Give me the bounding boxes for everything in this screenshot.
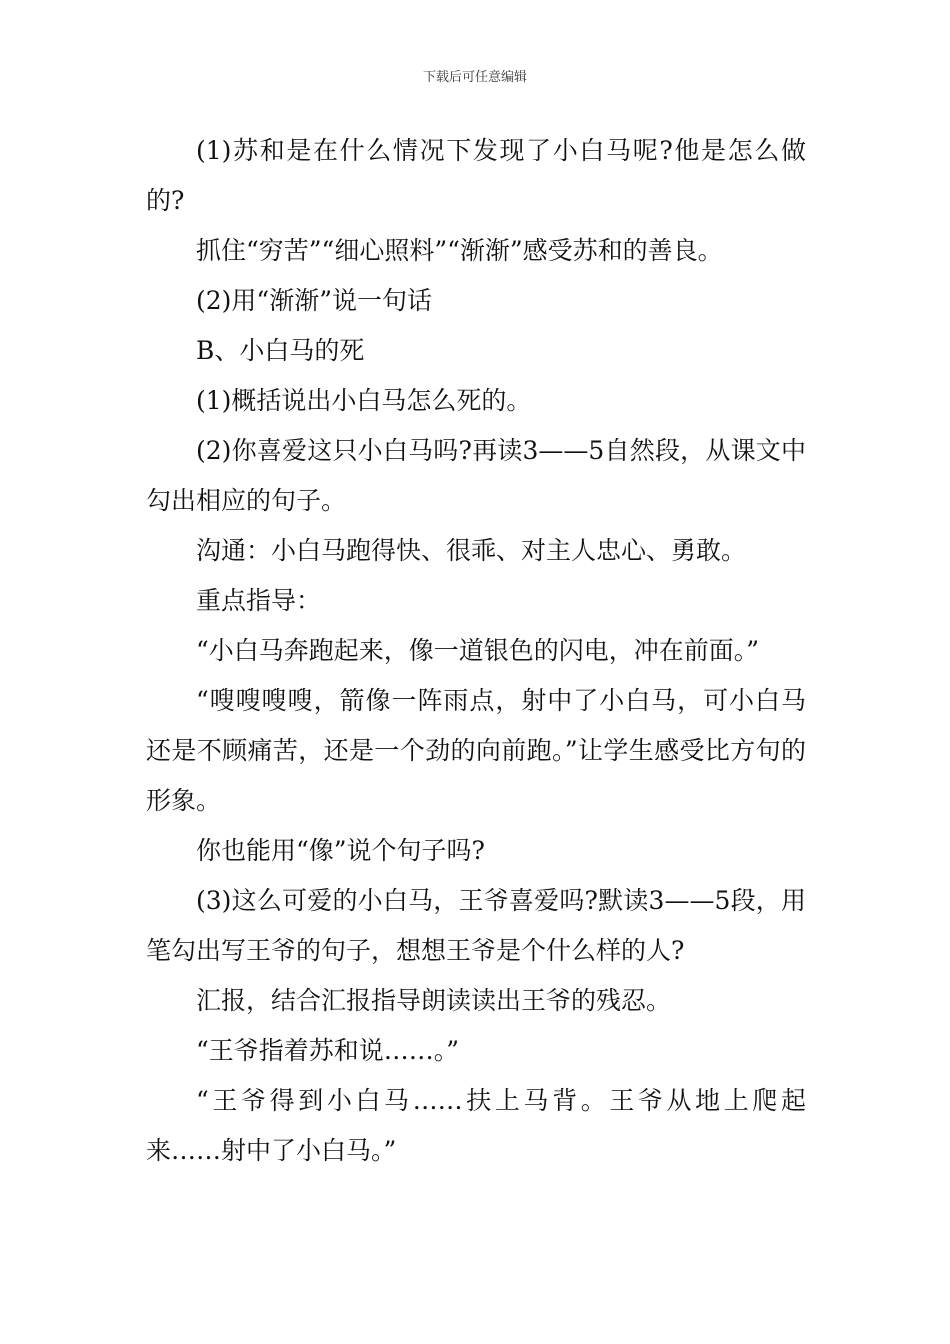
paragraph-8: 重点指导：	[196, 586, 322, 615]
paragraph-11: 你也能用“像”说个句子吗?	[196, 836, 485, 865]
paragraph-15: “王爷得到小白马……扶上马背。王爷从地上爬起来……射中了小白马。”	[146, 1086, 806, 1165]
paragraph-1: (1)苏和是在什么情况下发现了小白马呢?他是怎么做的?	[146, 136, 806, 215]
paragraph-14: “王爷指着苏和说……。”	[196, 1036, 460, 1065]
paragraph-4: B、小白马的死	[196, 336, 365, 365]
paragraph-10: “嗖嗖嗖嗖，箭像一阵雨点，射中了小白马，可小白马还是不顾痛苦，还是一个劲的向前跑。”让学生感受比方句的形象。	[146, 686, 806, 815]
paragraph-12: (3)这么可爱的小白马，王爷喜爱吗?默读3——5段，用笔勾出写王爷的句子，想想王爷是个什么样的人?	[146, 886, 806, 965]
paragraph-9: “小白马奔跑起来，像一道银色的闪电，冲在前面。”	[196, 636, 760, 665]
paragraph-13: 汇报，结合汇报指导朗读读出王爷的残忍。	[196, 986, 672, 1015]
page-header: 下载后可任意编辑	[422, 70, 527, 85]
paragraph-6: (2)你喜爱这只小白马吗?再读3——5自然段，从课文中勾出相应的句子。	[146, 436, 806, 515]
document-body	[146, 126, 806, 1176]
paragraph-5: (1)概括说出小白马怎么死的。	[196, 386, 532, 415]
paragraph-3: (2)用“渐渐”说一句话	[196, 286, 432, 315]
paragraph-7: 沟通：小白马跑得快、很乖、对主人忠心、勇敢。	[196, 536, 747, 565]
paragraph-2: 抓住“穷苦”“细心照料”“渐渐”感受苏和的善良。	[196, 236, 723, 265]
